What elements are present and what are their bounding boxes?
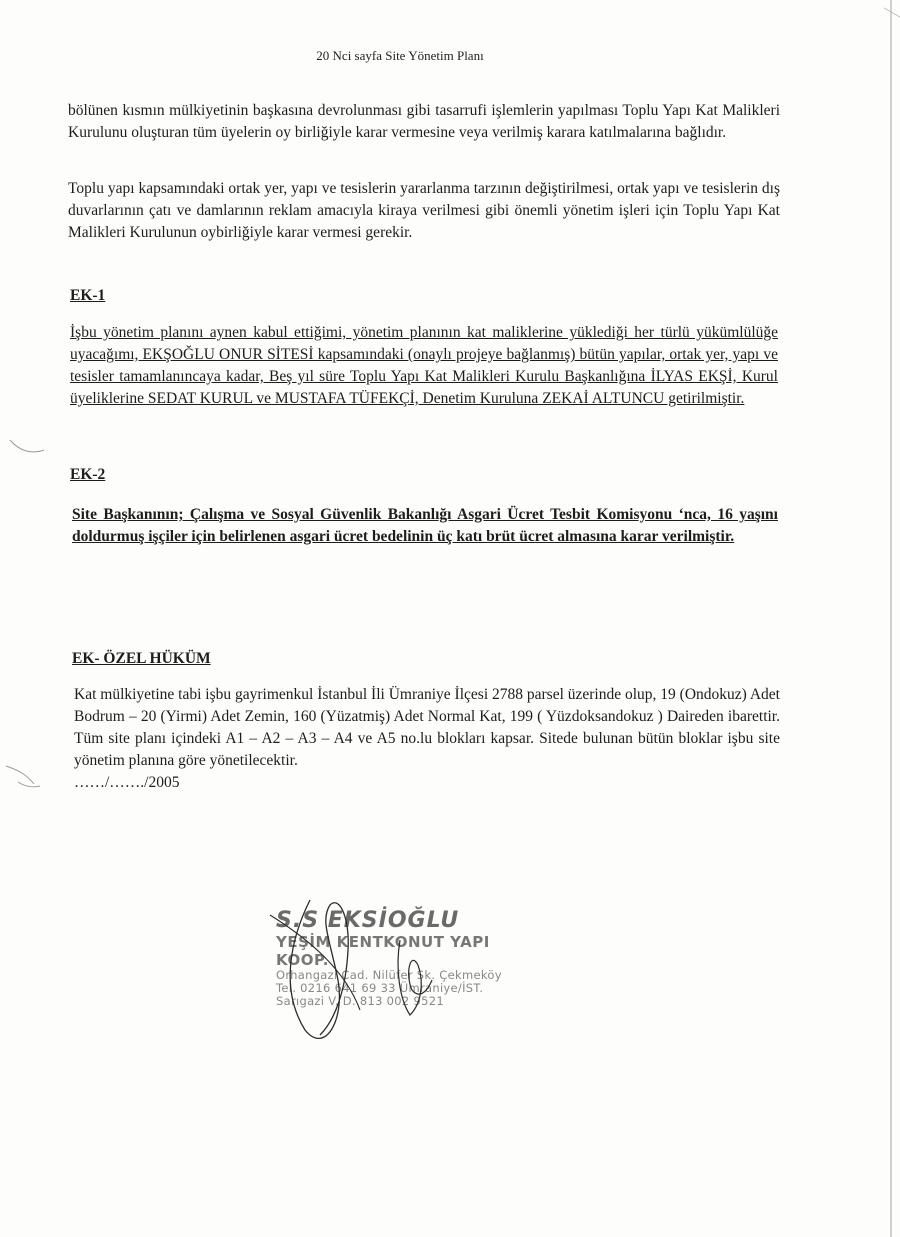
intro-paragraph-1: bölünen kısmın mülkiyetinin başkasına devrolunması gibi tasarrufi işlemlerin yapılması Toplu Yapı Kat Malikleri Kurulunu oluşturan tüm üyelerin oy birliğiyle karar vermesine veya verilmiş karara katılmalarına bağlıdır. [68,102,780,141]
margin-mark [4,760,44,792]
stamp-line-3: Orhangazi Cad. Nilüfer Sk. Çekmeköy [276,968,502,982]
stamp-line-1: S.S EKSİOĞLU [276,908,460,933]
stamp-line-5: Sarıgazi V. D. 813 002 9521 [276,994,444,1008]
handwritten-signature [250,880,500,1050]
ek2-heading: EK-2 [70,466,106,483]
stamp-line-4: Tel. 0216 641 69 33 Ümraniye/İST. [276,981,484,995]
date-line: ……/……./2005 [74,774,180,791]
ek2-paragraph: Site Başkanının; Çalışma ve Sosyal Güvenlik Bakanlığı Asgari Ücret Tesbit Komisyonu ‘nca, 16 yaşını doldurmuş işçiler için belirlenen asgari ücret bedelinin üç katı brüt ücret almasına karar verilmiştir. [72,506,778,545]
ozel-hukum-paragraph: Kat mülkiyetine tabi işbu gayrimenkul İstanbul İli Ümraniye İlçesi 2788 parsel üzerinde olup, 19 (Ondokuz) Adet Bodrum – 20 (Yirmi) Adet Zemin, 160 (Yüzatmiş) Adet Normal Kat, 199 ( Yüzdoksandokuz ) Daireden ibarettir. Tüm site planı içindeki A1 – A2 – A3 – A4 ve A5 no.lu blokları kapsar. Sitede bulunan bütün bloklar işbu site yönetim planına göre yönetilecektir. [74,686,780,769]
page-edge [890,0,892,1237]
page-corner-fold [884,0,900,18]
ek1-heading: EK-1 [70,287,106,304]
page-header: 20 Nci sayfa Site Yönetim Planı [316,48,484,63]
ek1-paragraph: İşbu yönetim planını aynen kabul ettiğimi, yönetim planının kat maliklerine yüklediği her türlü yükümlülüğe uyacağımı, EKŞOĞLU ONUR SİTESİ kapsamındaki (onaylı projeye bağlanmış) bütün yapılar, ortak yer, yapı ve tesisler tamamlanıncaya kadar, Beş yıl süre Toplu Yapı Kat Malikleri Kurulu Başkanlığına İLYAS EKŞİ, Kurul üyeliklerine SEDAT KURUL ve MUSTAFA TÜFEKÇİ, Denetim Kuruluna ZEKAİ ALTUNCU getirilmiştir. [70,324,778,407]
stamp-line-2: YEŞİM KENTKONUT YAPI KOOP. [276,933,490,969]
ozel-hukum-heading: EK- ÖZEL HÜKÜM [72,650,211,667]
intro-paragraph-2: Toplu yapı kapsamındaki ortak yer, yapı ve tesislerin yararlanma tarzının değiştirilmesi, ortak yapı ve tesislerin dış duvarlarının çatı ve damlarının reklam amacıyla kiraya verilmesi gibi önemli yönetim işleri için Toplu Yapı Kat Malikleri Kurulunun oybirliğiyle karar vermesi gerekir. [68,180,780,241]
margin-mark [8,432,48,462]
